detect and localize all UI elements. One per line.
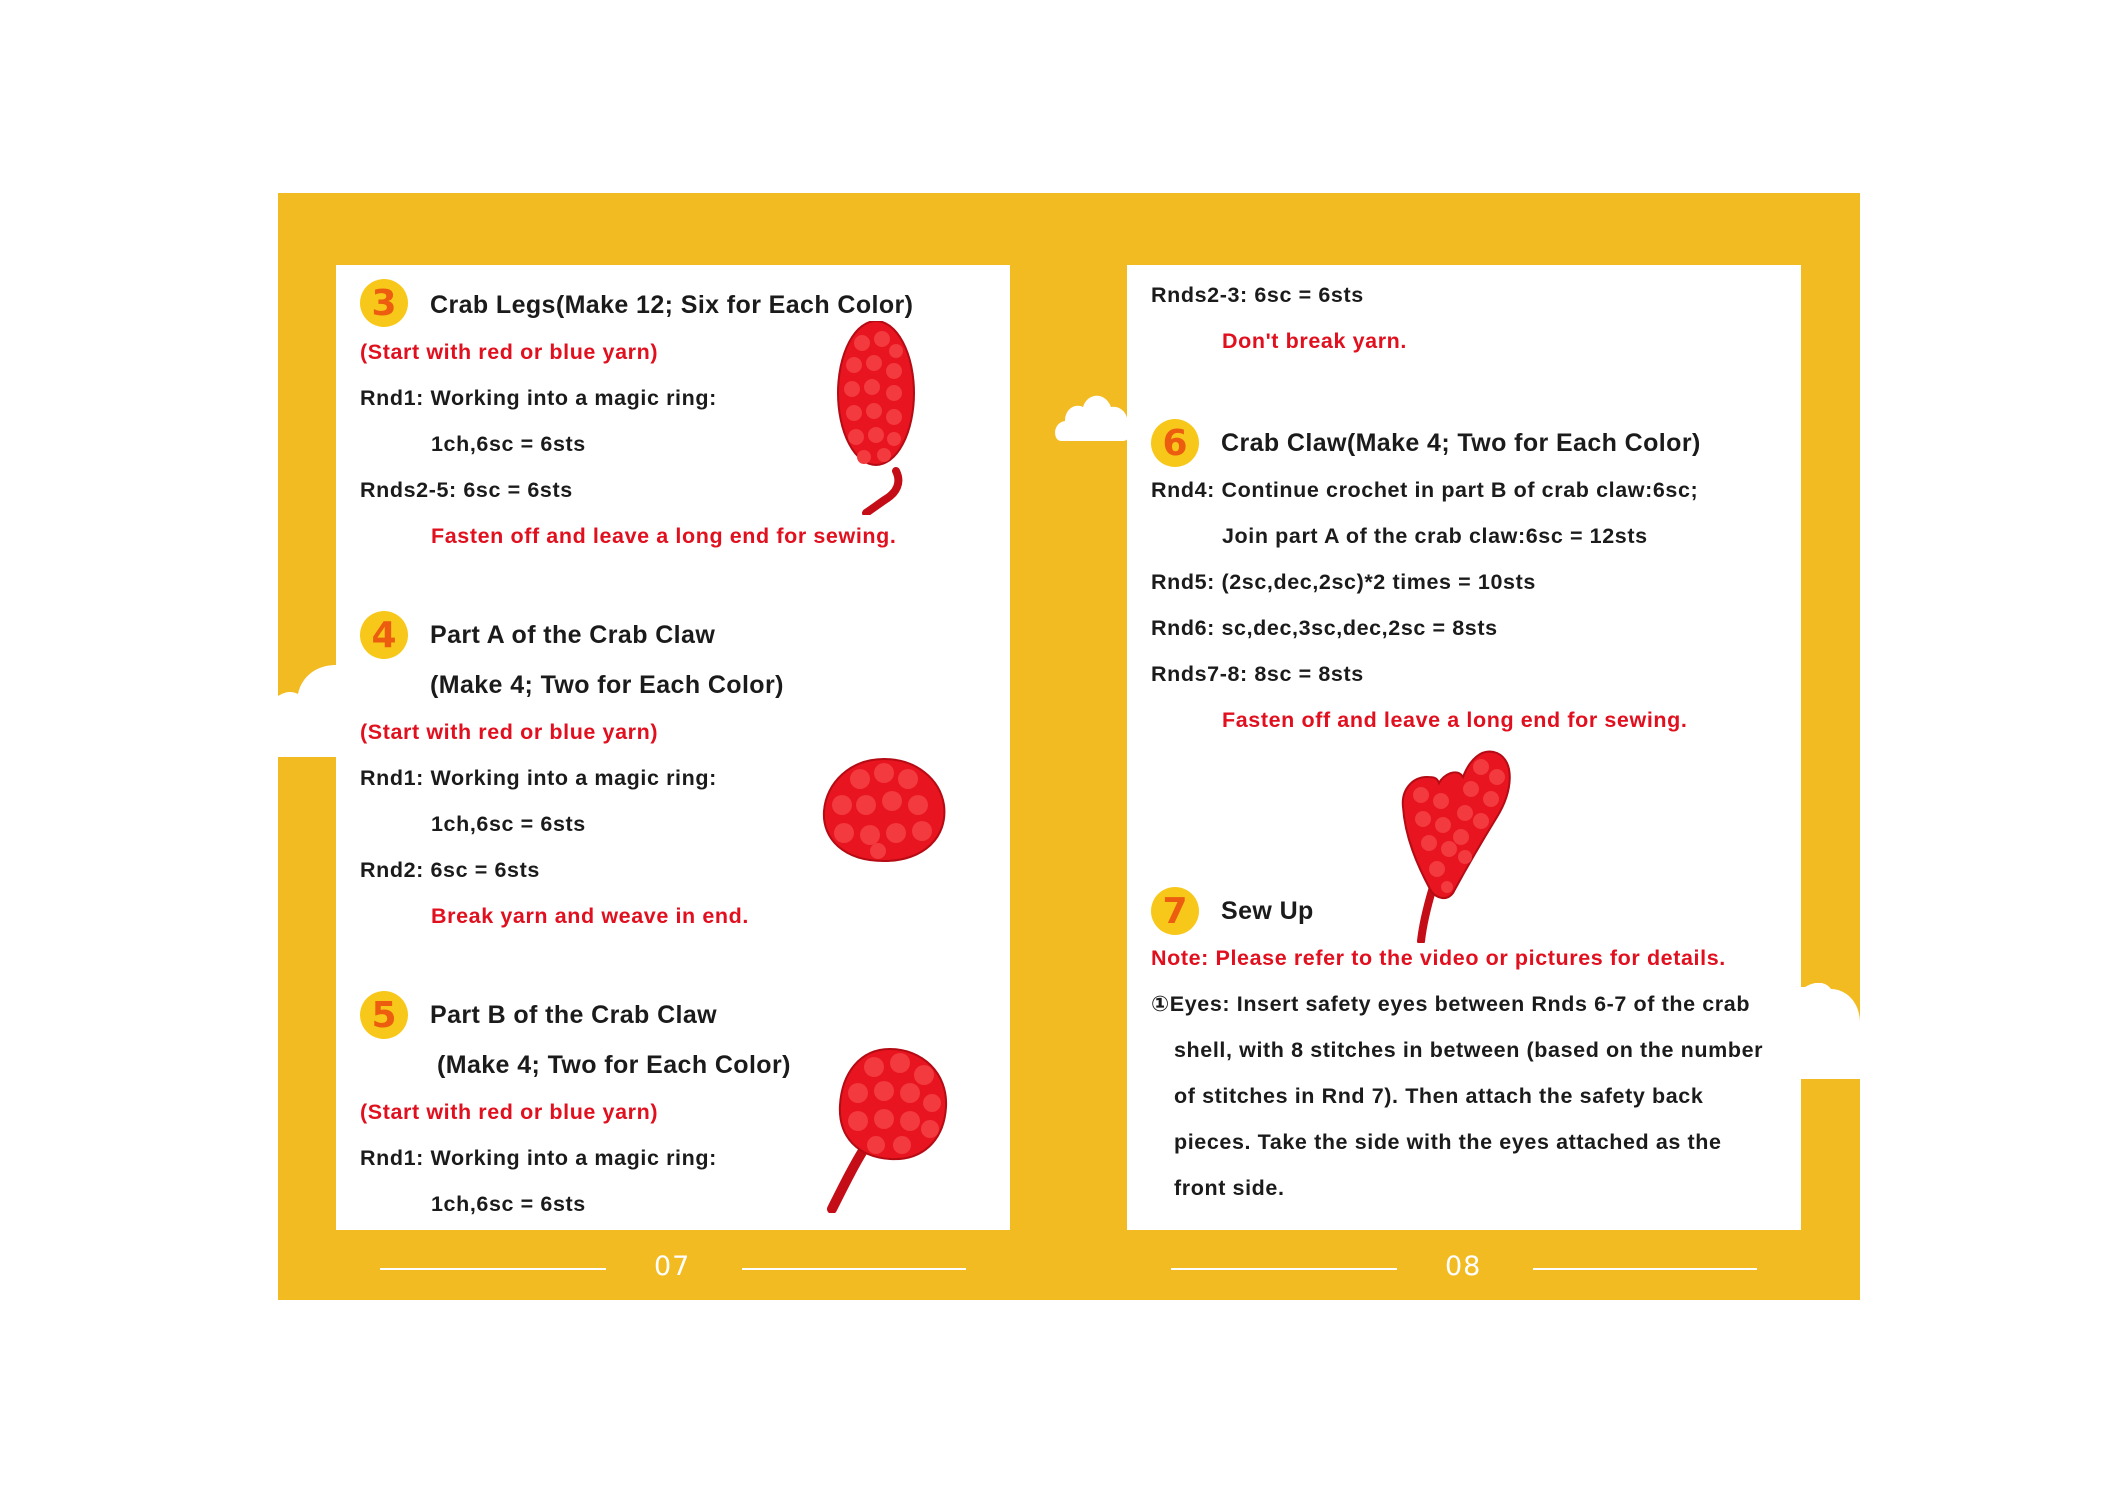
rnds7-8-instruction: Rnds7-8: 8sc = 8sts bbox=[1151, 662, 1364, 686]
rnd1-continuation: 1ch,6sc = 6sts bbox=[431, 812, 586, 836]
rnd1-instruction: Rnd1: Working into a magic ring: bbox=[360, 766, 717, 790]
section-title-sew-up: Sew Up bbox=[1221, 897, 1314, 925]
footer-rule-left bbox=[380, 1268, 606, 1270]
finish-note: Fasten off and leave a long end for sewing. bbox=[431, 524, 897, 548]
crochet-crab-claw-photo bbox=[1397, 747, 1521, 943]
finish-note: Break yarn and weave in end. bbox=[431, 904, 749, 928]
cloud-decoration-right bbox=[1795, 983, 1860, 1083]
rnd1-continuation: 1ch,6sc = 6sts bbox=[431, 432, 586, 456]
section-title-claw-part-b: Part B of the Crab Claw bbox=[430, 1001, 718, 1029]
finish-note: Fasten off and leave a long end for sewing. bbox=[1222, 708, 1688, 732]
section-title-crab-claw: Crab Claw(Make 4; Two for Each Color) bbox=[1221, 429, 1701, 457]
start-note: (Start with red or blue yarn) bbox=[360, 340, 659, 364]
eyes-instruction-line-5: front side. bbox=[1174, 1176, 1285, 1200]
right-page bbox=[1127, 265, 1801, 1230]
eyes-instruction-line-3: of stitches in Rnd 7). Then attach the safety back bbox=[1174, 1084, 1704, 1108]
cloud-decoration-left bbox=[278, 661, 336, 761]
step-badge-7: 7 bbox=[1151, 887, 1199, 935]
section-subtitle-claw-part-a: (Make 4; Two for Each Color) bbox=[430, 671, 784, 699]
video-reference-note: Note: Please refer to the video or pictures for details. bbox=[1151, 946, 1726, 970]
rnd5-instruction: Rnd5: (2sc,dec,2sc)*2 times = 10sts bbox=[1151, 570, 1536, 594]
rnd1-instruction: Rnd1: Working into a magic ring: bbox=[360, 1146, 717, 1170]
step-badge-4: 4 bbox=[360, 611, 408, 659]
booklet-spread bbox=[278, 193, 1860, 1300]
page-number-left: 07 bbox=[654, 1251, 691, 1282]
footer-rule-right bbox=[1533, 1268, 1757, 1270]
left-page bbox=[336, 265, 1010, 1230]
section-subtitle-claw-part-b: (Make 4; Two for Each Color) bbox=[437, 1051, 791, 1079]
section-title-claw-part-a: Part A of the Crab Claw bbox=[430, 621, 716, 649]
footer-rule-left bbox=[742, 1268, 966, 1270]
crochet-claw-part-a-photo bbox=[820, 755, 948, 865]
dont-break-yarn-note: Don't break yarn. bbox=[1222, 329, 1407, 353]
eyes-instruction-line-1: ①Eyes: Insert safety eyes between Rnds 6-7 of the crab bbox=[1151, 992, 1751, 1016]
step-badge-5: 5 bbox=[360, 991, 408, 1039]
rnd4-continuation: Join part A of the crab claw:6sc = 12sts bbox=[1222, 524, 1648, 548]
footer-rule-right bbox=[1171, 1268, 1397, 1270]
rnd4-instruction: Rnd4: Continue crochet in part B of crab claw:6sc; bbox=[1151, 478, 1699, 502]
page-number-right: 08 bbox=[1445, 1251, 1482, 1282]
start-note: (Start with red or blue yarn) bbox=[360, 1100, 659, 1124]
step-badge-6: 6 bbox=[1151, 419, 1199, 467]
cloud-decoration-middle bbox=[1053, 387, 1131, 441]
crochet-claw-part-b-photo bbox=[824, 1045, 954, 1213]
rnd2-instruction: Rnd2: 6sc = 6sts bbox=[360, 858, 540, 882]
section-title-crab-legs: Crab Legs(Make 12; Six for Each Color) bbox=[430, 291, 914, 319]
rnd1-instruction: Rnd1: Working into a magic ring: bbox=[360, 386, 717, 410]
start-note: (Start with red or blue yarn) bbox=[360, 720, 659, 744]
crochet-crab-leg-photo bbox=[826, 321, 926, 515]
rnd6-instruction: Rnd6: sc,dec,3sc,dec,2sc = 8sts bbox=[1151, 616, 1498, 640]
eyes-instruction-line-4: pieces. Take the side with the eyes attached as the bbox=[1174, 1130, 1722, 1154]
eyes-instruction-line-2: shell, with 8 stitches in between (based on the number bbox=[1174, 1038, 1764, 1062]
step-badge-3: 3 bbox=[360, 279, 408, 327]
rnds2-3-instruction: Rnds2-3: 6sc = 6sts bbox=[1151, 283, 1364, 307]
rnd1-continuation: 1ch,6sc = 6sts bbox=[431, 1192, 586, 1216]
rnds2-5-instruction: Rnds2-5: 6sc = 6sts bbox=[360, 478, 573, 502]
